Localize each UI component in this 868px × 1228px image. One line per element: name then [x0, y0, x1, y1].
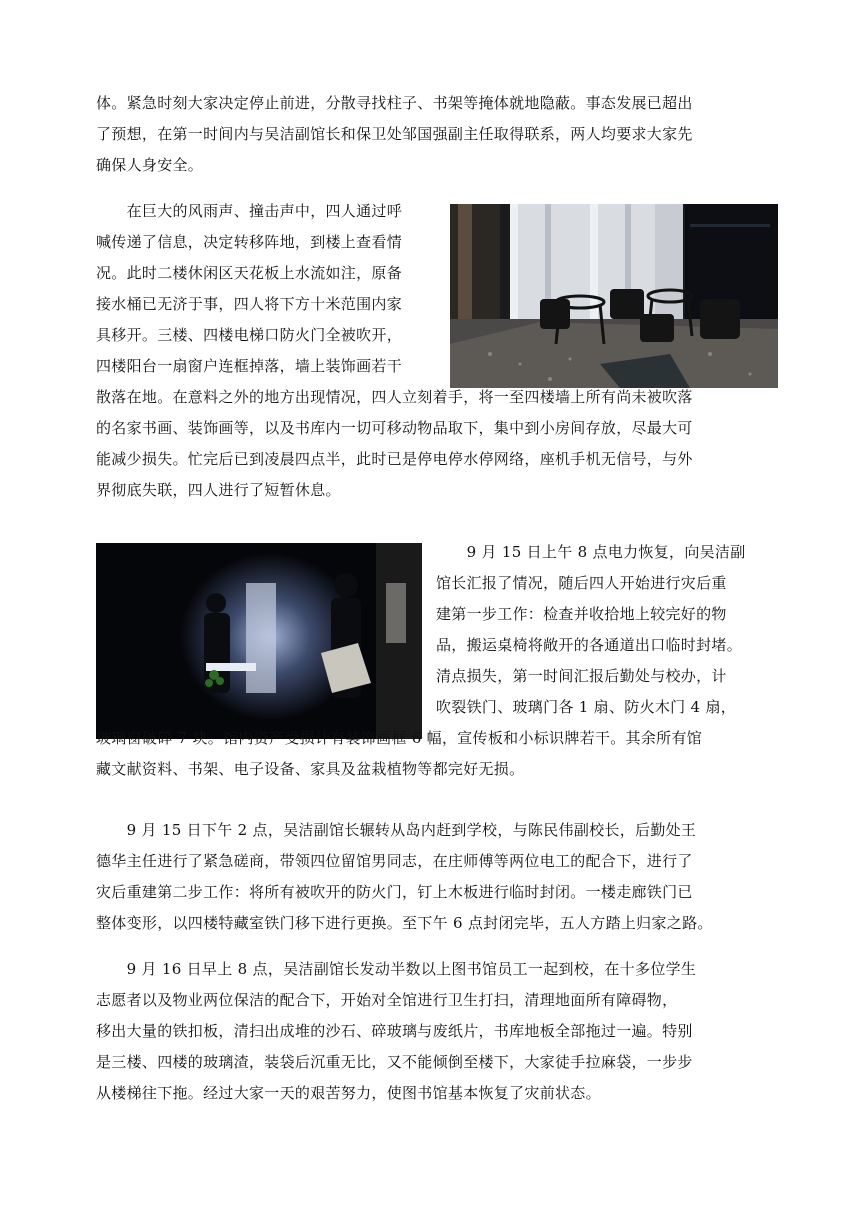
text-line: 况。此时二楼休闲区天花板上水流如注，原备: [96, 264, 403, 282]
text-line: 了预想，在第一时间内与吴洁副馆长和保卫处邹国强副主任取得联系，两人均要求大家先: [96, 125, 693, 143]
text-line: 从楼梯往下拖。经过大家一天的艰苦努力，使图书馆基本恢复了灾前状态。: [96, 1084, 601, 1102]
paragraph-3: [96, 537, 776, 785]
text-line: 确保人身安全。: [96, 156, 204, 174]
text-line: 整体变形，以四楼特藏室铁门移下进行更换。至下午 6 点封闭完毕，五人方踏上归家之路。: [96, 914, 713, 932]
text-line: 品，搬运桌椅将敞开的各通道出口临时封堵。: [436, 636, 743, 654]
text-line: 藏文献资料、书架、电子设备、家具及盆栽植物等都完好无损。: [96, 760, 525, 778]
text-line: 吹裂铁门、玻璃门各 1 扇、防火木门 4 扇，: [436, 698, 737, 716]
text-line: 德华主任进行了紧急磋商，带领四位留馆男同志，在庄师傅等两位电工的配合下，进行了: [96, 852, 693, 870]
text-line: 的名家书画、装饰画等，以及书库内一切可移动物品取下，集中到小房间存放，尽最大可: [96, 419, 693, 437]
text-line: 馆长汇报了情况，随后四人开始进行灾后重: [436, 574, 727, 592]
text-line: 能减少损失。忙完后已到凌晨四点半，此时已是停电停水停网络，座机手机无信号，与外: [96, 450, 693, 468]
text-line: 移出大量的铁扣板，清扫出成堆的沙石、碎玻璃与废纸片，书库地板全部拖过一遍。特别: [96, 1022, 693, 1040]
text-line: 9 月 15 日上午 8 点电力恢复，向吴洁副: [436, 543, 746, 561]
text-line: 清点损失，第一时间汇报后勤处与校办，计: [436, 667, 727, 685]
text-line: 志愿者以及物业两位保洁的配合下，开始对全馆进行卫生打扫，清理地面所有障碍物，: [96, 991, 678, 1009]
text-line: 散落在地。在意料之外的地方出现情况，四人立刻着手，将一至四楼墙上所有尚未被吹落: [96, 388, 693, 406]
text-line: 是三楼、四楼的玻璃渣，装袋后沉重无比，又不能倾倒至楼下，大家徒手拉麻袋，一步步: [96, 1053, 693, 1071]
balcony-photo: [450, 204, 778, 388]
paragraph-1: [96, 88, 776, 181]
text-line: 接水桶已无济于事，四人将下方十米范围内家: [96, 295, 403, 313]
text-line: 界彻底失联，四人进行了短暂休息。: [96, 481, 341, 499]
text-line: 建第一步工作：检查并收拾地上较完好的物: [436, 605, 727, 623]
text-line: 9 月 16 日早上 8 点，吴洁副馆长发动半数以上图书馆员工一起到校，在十多位学生: [96, 960, 697, 978]
text-line: 体。紧急时刻大家决定停止前进，分散寻找柱子、书架等掩体就地隐蔽。事态发展已超出: [96, 94, 693, 112]
text-line: 玻璃窗破碎 7 块。馆内资产受损计有装饰画框 6 幅，宣传板和小标识牌若干。其余所有馆: [96, 729, 703, 747]
text-line: 具移开。三楼、四楼电梯口防火门全被吹开，: [96, 326, 403, 344]
text-line: 9 月 15 日下午 2 点，吴洁副馆长辗转从岛内赶到学校，与陈民伟副校长，后勤处王: [96, 821, 697, 839]
text-line: 在巨大的风雨声、撞击声中，四人通过呼: [96, 202, 403, 220]
paragraph-4: [96, 815, 776, 939]
text-line: 喊传递了信息，决定转移阵地，到楼上查看情: [96, 233, 403, 251]
text-line: 灾后重建第二步工作：将所有被吹开的防火门，钉上木板进行临时封闭。一楼走廊铁门已: [96, 883, 693, 901]
text-line: 四楼阳台一扇窗户连框掉落，墙上装饰画若干: [96, 357, 403, 375]
paragraph-5: [96, 954, 776, 1109]
